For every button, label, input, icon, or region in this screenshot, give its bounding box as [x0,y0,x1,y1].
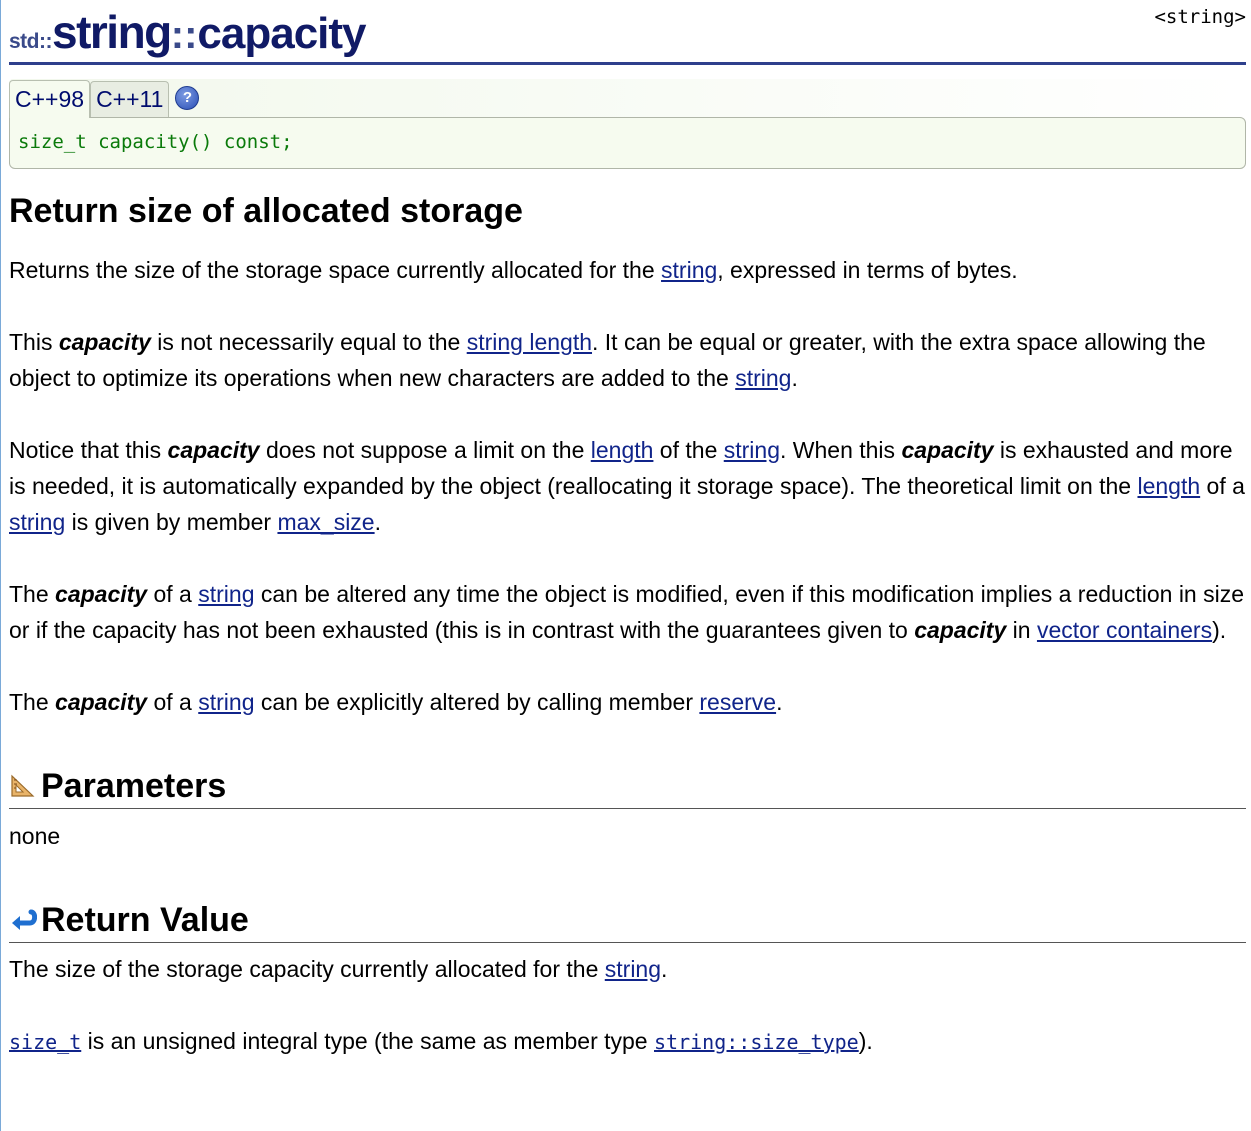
text: of a [147,581,199,607]
text: can be explicitly altered by calling member [254,689,700,715]
title-namespace: std:: [9,30,52,53]
left-border [0,0,1,1131]
description-paragraph-5 [9,684,1246,720]
tab-cpp98[interactable]: C++98 [9,80,90,118]
link-string-length[interactable]: string length [466,329,593,355]
text: can be altered any time the object is modified, even if this modification implies a reduction in size or if the capacity has not been exhausted (this is in contrast with the guarantees given to [9,581,1245,643]
title-underline [9,62,1246,65]
prototype-code: size_t capacity() const; [18,131,293,153]
emphasis-capacity: capacity [167,437,260,463]
text: is an unsigned integral type (the same as member type [81,1028,654,1054]
link-string[interactable]: string [723,437,780,463]
text: ). [858,1028,873,1054]
return-value-title: Return Value [41,901,249,939]
return-value-heading [9,898,1246,943]
text: ). [1212,617,1227,643]
link-size-t[interactable]: size_t [9,1030,82,1054]
description-paragraph-2 [9,324,1246,396]
text: is not necessarily equal to the [150,329,467,355]
link-length[interactable]: length [590,437,654,463]
question-mark-icon[interactable]: ? [175,86,199,110]
text: The [9,581,56,607]
section-title: Return size of allocated storage [9,192,523,230]
emphasis-capacity: capacity [55,581,148,607]
text: The size of the storage capacity currently allocated for the [9,956,605,982]
text: does not suppose a limit on the [259,437,591,463]
text: , expressed in terms of bytes. [717,257,1018,283]
text: Notice that this [9,437,168,463]
text: The [9,689,56,715]
link-string[interactable]: string [735,365,792,391]
text: . [776,689,783,715]
title-member: capacity [197,9,366,58]
text: Returns the size of the storage space currently allocated for the [9,257,662,283]
prototype-box [9,79,1246,169]
link-max-size[interactable]: max_size [277,509,375,535]
link-length[interactable]: length [1137,473,1201,499]
text: of the [653,437,724,463]
link-string[interactable]: string [604,956,662,982]
text: of a [147,689,199,715]
link-reserve[interactable]: reserve [699,689,777,715]
description-paragraph-4 [9,576,1246,648]
emphasis-capacity: capacity [58,329,151,355]
reference-page [9,0,1246,1060]
description-paragraph-1 [9,252,1246,288]
prototype-code-box [9,117,1246,169]
set-square-icon [9,772,37,800]
description-paragraph-3 [9,432,1246,540]
text: . It can be equal or greater, with the extra space allowing the object to optimize its operations when new characters are added to the [9,329,1206,391]
text: . [374,509,381,535]
text: in [1006,617,1037,643]
return-arrow-icon [9,906,37,934]
page-title [9,0,1246,62]
parameters-title: Parameters [41,767,227,805]
text: This [9,329,59,355]
return-value-paragraph-1 [9,951,1246,987]
return-value-paragraph-2 [9,1023,1246,1060]
text: . [661,956,668,982]
link-vector-containers[interactable]: vector containers [1036,617,1213,643]
parameters-body: none [9,823,61,849]
emphasis-capacity: capacity [914,617,1007,643]
standard-tabs [9,79,1246,117]
text: of a [1200,473,1245,499]
header-location: <string> [1154,6,1246,28]
link-string[interactable]: string [9,509,66,535]
text: . When this [780,437,902,463]
link-string-size-type[interactable]: string::size_type [654,1030,859,1054]
tab-cpp11[interactable]: C++11 [90,81,169,117]
title-class: string [52,6,171,58]
parameters-heading [9,764,1246,809]
link-string[interactable]: string [661,257,718,283]
text: . [791,365,798,391]
emphasis-capacity: capacity [901,437,994,463]
link-string[interactable]: string [198,581,255,607]
link-string[interactable]: string [198,689,255,715]
text: is given by member [65,509,278,535]
text: is exhausted and more is needed, it is automatically expanded by the object (reallocating it storage space). The theoretical limit on the [9,437,1233,499]
title-separator: :: [170,13,198,57]
emphasis-capacity: capacity [55,689,148,715]
